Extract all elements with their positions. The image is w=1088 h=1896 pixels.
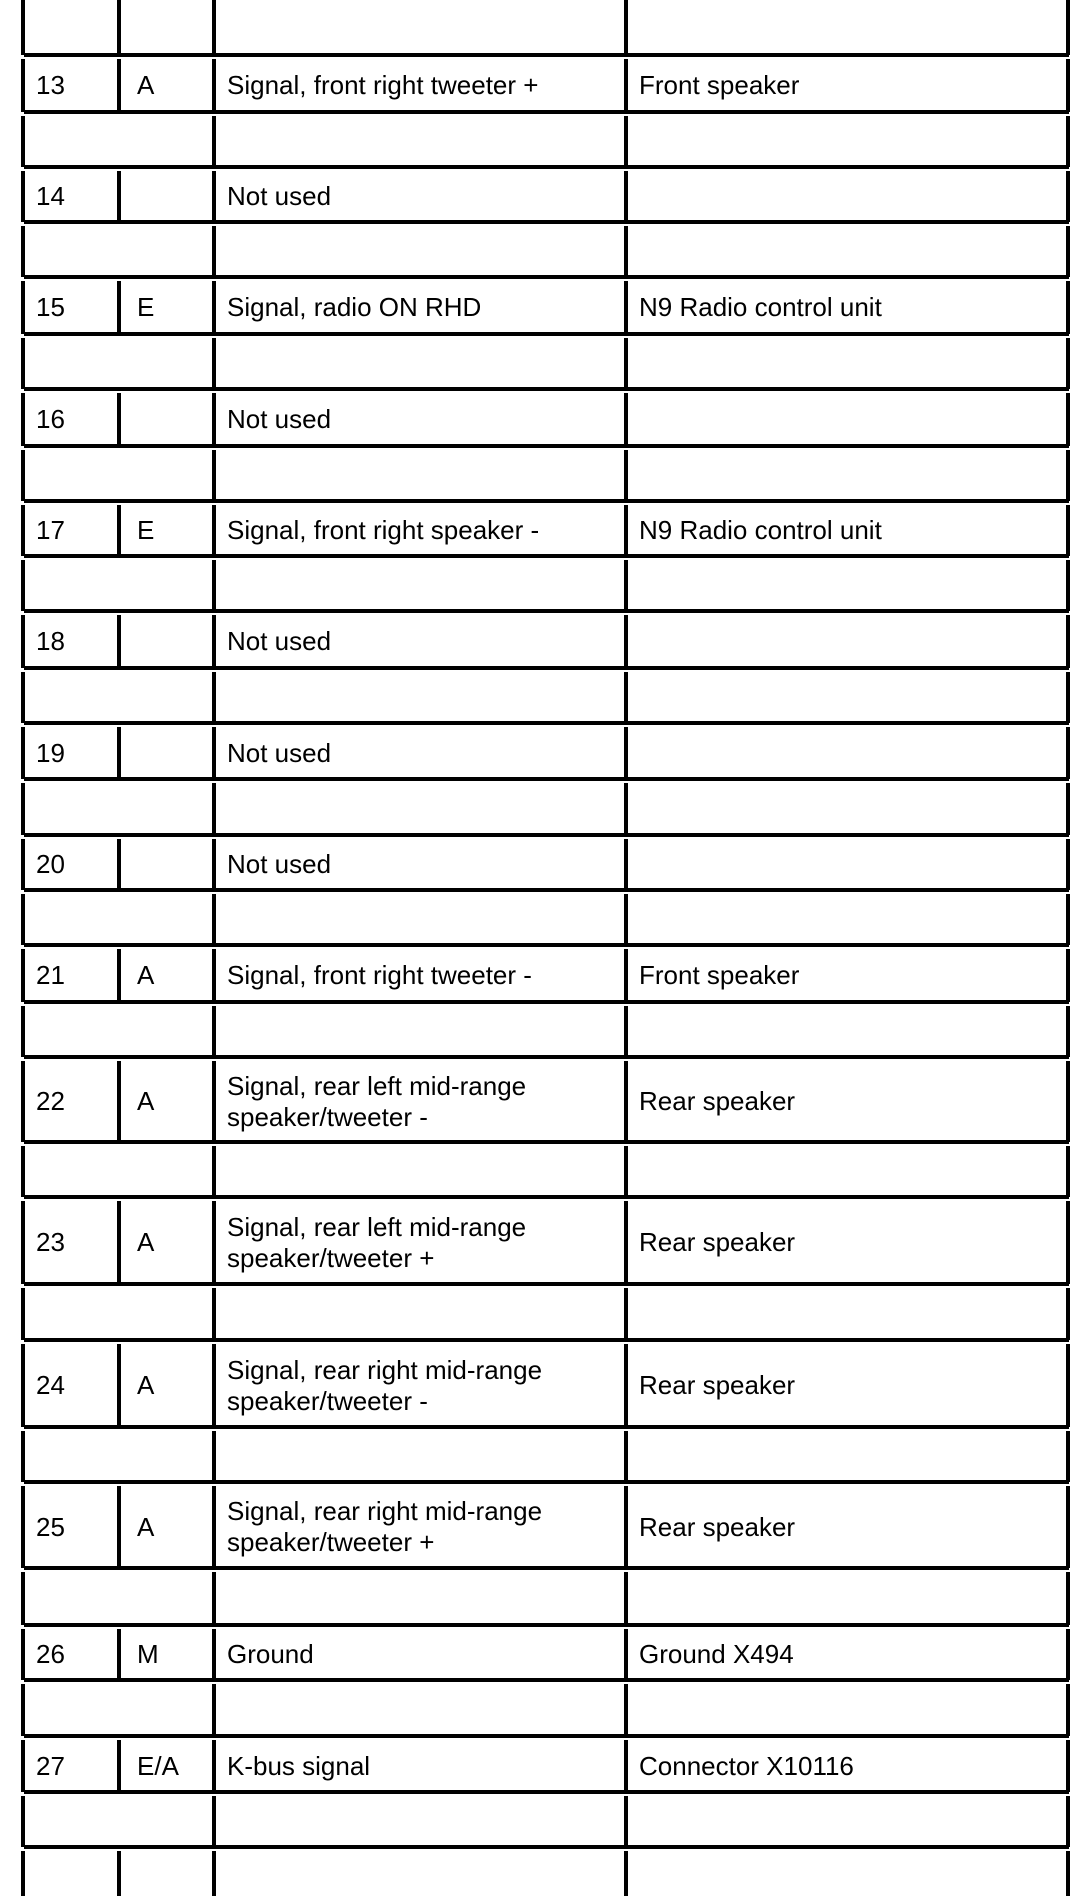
description-cell: Signal, rear left mid-range speaker/tweeter -	[227, 1070, 527, 1132]
table-row	[0, 171, 1088, 222]
right-border	[1066, 505, 1070, 556]
pin-cell: 21	[36, 960, 65, 990]
left-border	[21, 1431, 25, 1482]
left-border	[21, 505, 25, 556]
spacer-row	[0, 1288, 1088, 1340]
column-divider	[212, 226, 216, 277]
description-cell: Not used	[227, 181, 332, 211]
left-border	[21, 1486, 25, 1568]
row-divider	[24, 1000, 1069, 1004]
column-divider	[212, 1061, 216, 1142]
left-border	[21, 281, 25, 334]
row-divider	[24, 833, 1069, 837]
row-divider	[24, 1195, 1069, 1199]
column-divider	[212, 1851, 216, 1896]
pin-cell: 14	[36, 181, 65, 211]
right-border	[1066, 59, 1070, 112]
column-divider	[624, 59, 628, 112]
description-cell: Not used	[227, 626, 332, 656]
left-border	[21, 1344, 25, 1427]
pin-cell: 26	[36, 1639, 65, 1669]
description-cell: Signal, radio ON RHD	[227, 292, 482, 322]
column-divider	[624, 505, 628, 556]
spacer-row	[0, 116, 1088, 167]
right-border	[1066, 1146, 1070, 1197]
right-border	[1066, 949, 1070, 1002]
description-cell: Ground	[227, 1639, 314, 1669]
table-row	[0, 727, 1088, 779]
column-divider	[212, 1486, 216, 1568]
destination-cell	[639, 393, 1066, 446]
column-divider	[624, 1288, 628, 1340]
column-divider	[624, 281, 628, 334]
row-divider	[24, 387, 1069, 391]
left-border	[21, 226, 25, 277]
spacer-row	[0, 1572, 1088, 1625]
column-divider	[212, 1431, 216, 1482]
type-cell	[137, 1851, 212, 1896]
column-divider	[624, 338, 628, 389]
right-border	[1066, 1629, 1070, 1680]
column-divider	[212, 1288, 216, 1340]
table-row	[0, 839, 1088, 890]
column-divider	[117, 839, 121, 890]
pin-cell: 24	[36, 1370, 65, 1400]
destination-cell: N9 Radio control unit	[639, 292, 882, 322]
row-divider	[24, 1845, 1069, 1849]
row-divider	[24, 1338, 1069, 1342]
column-divider	[624, 1486, 628, 1568]
table-row	[0, 1740, 1088, 1792]
spacer-row	[0, 1684, 1088, 1736]
destination-cell	[639, 727, 1066, 779]
column-divider	[624, 1796, 628, 1847]
right-border	[1066, 1201, 1070, 1284]
column-divider	[117, 505, 121, 556]
destination-cell: Front speaker	[639, 70, 800, 100]
row-divider	[24, 1480, 1069, 1484]
spacer-row	[0, 226, 1088, 277]
pin-cell: 20	[36, 849, 65, 879]
type-cell: A	[137, 1511, 155, 1542]
column-divider	[624, 1006, 628, 1057]
destination-cell: Connector X10116	[639, 1750, 854, 1781]
column-divider	[212, 59, 216, 112]
right-border	[1066, 1684, 1070, 1736]
pin-cell	[36, 1851, 117, 1896]
spacer-row	[0, 338, 1088, 389]
row-divider	[24, 1623, 1069, 1627]
column-divider	[212, 338, 216, 389]
right-border	[1066, 672, 1070, 723]
column-divider	[624, 116, 628, 167]
pin-cell: 19	[36, 737, 65, 768]
right-border	[1066, 1486, 1070, 1568]
column-divider	[117, 281, 121, 334]
column-divider	[624, 615, 628, 668]
right-border	[1066, 450, 1070, 501]
row-divider	[24, 444, 1069, 448]
column-divider	[212, 894, 216, 945]
row-divider	[24, 165, 1069, 169]
spacer-row	[0, 783, 1088, 835]
column-divider	[117, 393, 121, 446]
column-divider	[624, 1431, 628, 1482]
description-cell: Not used	[227, 737, 332, 768]
left-border	[21, 894, 25, 945]
table-row	[0, 1851, 1088, 1896]
row-divider	[24, 777, 1069, 781]
row-divider	[24, 275, 1069, 279]
type-cell	[137, 171, 212, 222]
column-divider	[212, 393, 216, 446]
column-divider	[624, 171, 628, 222]
right-border	[1066, 894, 1070, 945]
row-divider	[24, 888, 1069, 892]
type-cell: A	[137, 1227, 155, 1257]
row-divider	[24, 666, 1069, 670]
table-row	[0, 1344, 1088, 1427]
column-divider	[624, 560, 628, 611]
description-cell	[227, 1851, 624, 1896]
left-border	[21, 1146, 25, 1197]
right-border	[1066, 1796, 1070, 1847]
column-divider	[624, 1851, 628, 1896]
type-cell	[137, 839, 212, 890]
left-border	[21, 393, 25, 446]
row-divider	[24, 220, 1069, 224]
column-divider	[212, 1572, 216, 1625]
column-divider	[212, 1629, 216, 1680]
pin-cell: 17	[36, 515, 65, 545]
right-border	[1066, 171, 1070, 222]
destination-cell	[639, 0, 1066, 55]
left-border	[21, 338, 25, 389]
destination-cell	[639, 839, 1066, 890]
spacer-row	[0, 1431, 1088, 1482]
column-divider	[212, 1006, 216, 1057]
column-divider	[624, 226, 628, 277]
left-border	[21, 672, 25, 723]
column-divider	[212, 1146, 216, 1197]
description-cell	[227, 0, 624, 55]
right-border	[1066, 1061, 1070, 1142]
column-divider	[212, 1684, 216, 1736]
row-divider	[24, 332, 1069, 336]
right-border	[1066, 1006, 1070, 1057]
destination-cell: Rear speaker	[639, 1086, 796, 1116]
pin-cell: 13	[36, 70, 65, 100]
column-divider	[624, 393, 628, 446]
row-divider	[24, 1566, 1069, 1570]
left-border	[21, 615, 25, 668]
column-divider	[117, 0, 121, 55]
column-divider	[212, 672, 216, 723]
right-border	[1066, 226, 1070, 277]
column-divider	[624, 1146, 628, 1197]
column-divider	[212, 0, 216, 55]
column-divider	[624, 839, 628, 890]
left-border	[21, 116, 25, 167]
left-border	[21, 171, 25, 222]
type-cell: A	[137, 70, 155, 100]
pin-cell: 16	[36, 404, 65, 434]
left-border	[21, 1288, 25, 1340]
column-divider	[117, 1201, 121, 1284]
row-divider	[24, 1282, 1069, 1286]
column-divider	[624, 1684, 628, 1736]
type-cell: M	[137, 1639, 159, 1669]
description-cell: Signal, rear right mid-range speaker/tweeter +	[227, 1496, 543, 1557]
spacer-row	[0, 1796, 1088, 1847]
right-border	[1066, 839, 1070, 890]
destination-cell: Rear speaker	[639, 1370, 796, 1400]
description-cell: Not used	[227, 849, 332, 879]
type-cell	[137, 615, 212, 668]
row-divider	[24, 499, 1069, 503]
spacer-row	[0, 672, 1088, 723]
description-cell: Signal, front right tweeter +	[227, 70, 539, 100]
right-border	[1066, 393, 1070, 446]
column-divider	[117, 171, 121, 222]
table-row	[0, 949, 1088, 1002]
column-divider	[624, 1061, 628, 1142]
pin-cell: 18	[36, 626, 65, 656]
right-border	[1066, 116, 1070, 167]
table-row	[0, 59, 1088, 112]
type-cell: E/A	[137, 1750, 179, 1781]
column-divider	[624, 1572, 628, 1625]
left-border	[21, 1629, 25, 1680]
column-divider	[624, 783, 628, 835]
left-border	[21, 1740, 25, 1792]
destination-cell	[639, 171, 1066, 222]
left-border	[21, 560, 25, 611]
type-cell: E	[137, 292, 155, 322]
pin-cell: 27	[36, 1750, 65, 1781]
row-divider	[24, 721, 1069, 725]
column-divider	[212, 727, 216, 779]
spacer-row	[0, 560, 1088, 611]
right-border	[1066, 560, 1070, 611]
right-border	[1066, 1572, 1070, 1625]
column-divider	[117, 1486, 121, 1568]
column-divider	[117, 59, 121, 112]
table-row	[0, 505, 1088, 556]
table-row	[0, 393, 1088, 446]
column-divider	[212, 1344, 216, 1427]
table-row	[0, 1629, 1088, 1680]
description-cell: Signal, front right speaker -	[227, 515, 540, 545]
row-divider	[24, 110, 1069, 114]
description-cell: Signal, rear right mid-range speaker/tweeter -	[227, 1354, 543, 1416]
column-divider	[624, 1740, 628, 1792]
destination-cell: Front speaker	[639, 960, 800, 990]
right-border	[1066, 727, 1070, 779]
right-border	[1066, 1740, 1070, 1792]
table-row	[0, 0, 1088, 55]
left-border	[21, 1851, 25, 1896]
column-divider	[212, 281, 216, 334]
row-divider	[24, 1734, 1069, 1738]
left-border	[21, 1796, 25, 1847]
row-divider	[24, 1678, 1069, 1682]
column-divider	[117, 1740, 121, 1792]
column-divider	[212, 171, 216, 222]
left-border	[21, 59, 25, 112]
column-divider	[624, 450, 628, 501]
left-border	[21, 1006, 25, 1057]
destination-cell: N9 Radio control unit	[639, 515, 882, 545]
right-border	[1066, 615, 1070, 668]
destination-cell: Rear speaker	[639, 1227, 796, 1257]
table-row	[0, 615, 1088, 668]
spacer-row	[0, 894, 1088, 945]
right-border	[1066, 1344, 1070, 1427]
left-border	[21, 1572, 25, 1625]
spacer-row	[0, 1006, 1088, 1057]
column-divider	[624, 949, 628, 1002]
column-divider	[117, 949, 121, 1002]
column-divider	[117, 1061, 121, 1142]
column-divider	[212, 783, 216, 835]
column-divider	[212, 560, 216, 611]
column-divider	[212, 450, 216, 501]
column-divider	[212, 1201, 216, 1284]
column-divider	[212, 505, 216, 556]
row-divider	[24, 53, 1069, 57]
spacer-row	[0, 450, 1088, 501]
right-border	[1066, 338, 1070, 389]
type-cell: A	[137, 1086, 155, 1116]
column-divider	[624, 1629, 628, 1680]
left-border	[21, 1201, 25, 1284]
column-divider	[212, 949, 216, 1002]
pin-cell	[36, 0, 117, 55]
left-border	[21, 1684, 25, 1736]
left-border	[21, 0, 25, 55]
row-divider	[24, 609, 1069, 613]
row-divider	[24, 1055, 1069, 1059]
type-cell: A	[137, 1370, 155, 1400]
table-row	[0, 1061, 1088, 1142]
column-divider	[117, 1851, 121, 1896]
type-cell	[137, 727, 212, 779]
pin-cell: 23	[36, 1227, 65, 1257]
column-divider	[624, 1201, 628, 1284]
table-row	[0, 1486, 1088, 1568]
description-cell: K-bus signal	[227, 1750, 371, 1781]
column-divider	[624, 1344, 628, 1427]
right-border	[1066, 1288, 1070, 1340]
column-divider	[624, 727, 628, 779]
row-divider	[24, 554, 1069, 558]
description-cell: Not used	[227, 404, 332, 434]
right-border	[1066, 1851, 1070, 1896]
right-border	[1066, 1431, 1070, 1482]
left-border	[21, 783, 25, 835]
column-divider	[624, 894, 628, 945]
row-divider	[24, 1425, 1069, 1429]
spacer-row	[0, 1146, 1088, 1197]
column-divider	[117, 1629, 121, 1680]
pin-cell: 22	[36, 1086, 65, 1116]
row-divider	[24, 1140, 1069, 1144]
table-row	[0, 1201, 1088, 1284]
left-border	[21, 450, 25, 501]
column-divider	[624, 0, 628, 55]
left-border	[21, 727, 25, 779]
destination-cell	[639, 1851, 1066, 1896]
description-cell: Signal, front right tweeter -	[227, 960, 532, 990]
left-border	[21, 839, 25, 890]
pin-cell: 15	[36, 292, 65, 322]
type-cell	[137, 393, 212, 446]
description-cell: Signal, rear left mid-range speaker/tweeter +	[227, 1211, 527, 1273]
type-cell: E	[137, 515, 155, 545]
pin-cell: 25	[36, 1511, 65, 1542]
right-border	[1066, 0, 1070, 55]
right-border	[1066, 783, 1070, 835]
column-divider	[117, 727, 121, 779]
destination-cell	[639, 615, 1066, 668]
destination-cell: Ground X494	[639, 1639, 794, 1669]
table-row	[0, 281, 1088, 334]
left-border	[21, 949, 25, 1002]
row-divider	[24, 943, 1069, 947]
left-border	[21, 1061, 25, 1142]
column-divider	[212, 116, 216, 167]
column-divider	[624, 672, 628, 723]
column-divider	[212, 839, 216, 890]
column-divider	[117, 1344, 121, 1427]
column-divider	[212, 1796, 216, 1847]
column-divider	[212, 1740, 216, 1792]
column-divider	[212, 615, 216, 668]
row-divider	[24, 1790, 1069, 1794]
column-divider	[117, 615, 121, 668]
type-cell	[137, 0, 212, 55]
destination-cell: Rear speaker	[639, 1511, 796, 1542]
right-border	[1066, 281, 1070, 334]
type-cell: A	[137, 960, 155, 990]
